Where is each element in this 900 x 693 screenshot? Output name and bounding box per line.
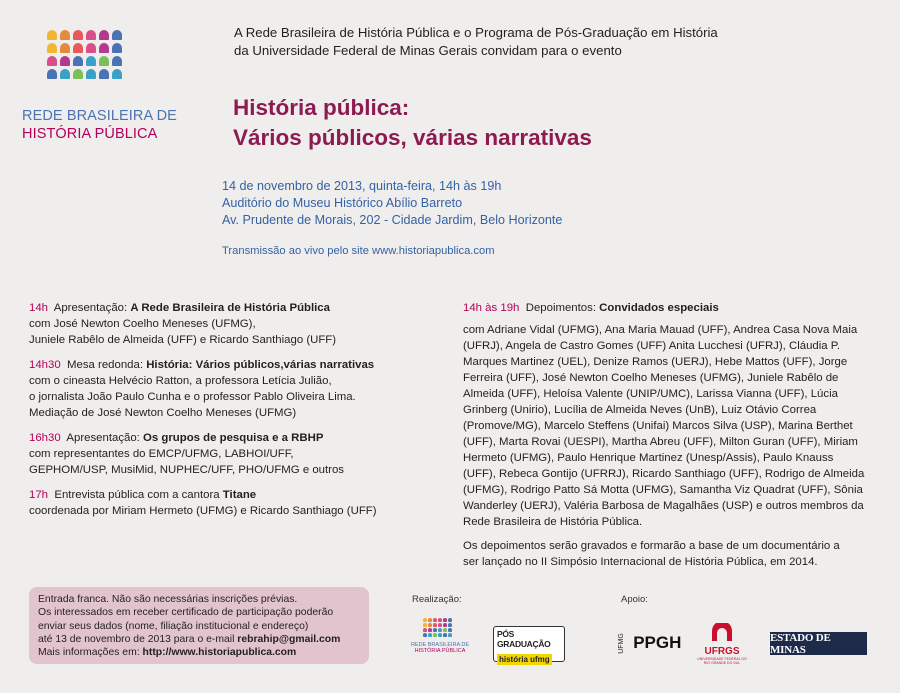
estado-text: ESTADO DE MINAS — [770, 631, 831, 656]
logo-dome-icon — [47, 30, 57, 40]
program-line: com o cineasta Helvécio Ratton, a professora Letícia Julião, — [29, 375, 332, 387]
logo-line-1: REDE BRASILEIRA DE — [22, 108, 177, 124]
logo-dome-icon — [438, 618, 442, 622]
testimonies-title: Convidados especiais — [599, 302, 719, 314]
testimonies-label: Depoimentos: — [525, 302, 596, 314]
invitation-intro — [234, 24, 794, 60]
logo-dome-icon — [99, 69, 109, 79]
program-item — [29, 430, 424, 478]
rbhp-logo-text — [22, 107, 177, 143]
live-stream-link[interactable]: Transmissão ao vivo pelo site www.historiapublica.com — [222, 245, 495, 257]
ppgh-logo — [617, 628, 682, 658]
logo-dome-icon — [423, 623, 427, 627]
contact-email-link[interactable]: rebrahip@gmail.com — [237, 633, 341, 645]
logo-dome-icon — [47, 69, 57, 79]
testimony-line: com Adriane Vidal (UFMG), Ana Maria Mauad (UFF), Andrea Casa Nova Maia — [463, 324, 858, 336]
program-time: 14h — [29, 302, 49, 314]
program-title: Titane — [222, 489, 257, 501]
logo-dome-icon — [47, 56, 57, 66]
testimony-line: (Promove/MG), Marcelo Steffens (Unifai) Marcos Silva (USP), Marina Berthet — [463, 420, 853, 432]
logo-dome-icon — [112, 43, 122, 53]
logo-dome-icon — [99, 43, 109, 53]
program-line: com representantes do EMCP/UFMG, LABHOI/UFF, — [29, 448, 294, 460]
logo-dome-icon — [112, 69, 122, 79]
logo-dome-icon — [60, 69, 70, 79]
rbhp-logo-mark — [47, 30, 127, 82]
testimony-line: ser lançado no II Simpósio Internacional de História Pública, em 2014. — [463, 556, 818, 568]
program-line: Mediação de José Newton Coelho Meneses (UFMG) — [29, 407, 297, 419]
program-item — [29, 300, 424, 348]
info-line: enviar seus dados (nome, filiação institucional e endereço) — [38, 620, 309, 632]
event-date: 14 de novembro de 2013, quinta-feira, 14h às 19h — [222, 179, 502, 193]
logo-dome-icon — [433, 628, 437, 632]
testimonies-note — [463, 538, 873, 570]
title-line-1: História pública: — [233, 95, 410, 120]
ppgh-text: PPGH — [633, 633, 682, 652]
logo-dome-icon — [423, 618, 427, 622]
event-details — [222, 178, 562, 229]
testimony-line: (UFRJ), Angela de Castro Gomes (UFF) Anita Lucchesi (UFRJ), Cláudia P. — [463, 340, 841, 352]
program-item — [29, 357, 424, 421]
testimonies-time: 14h às 19h — [463, 302, 520, 314]
testimony-line: Wanderley (UERJ), Valéria Barbosa de Magalhães (USP) e outros membros da — [463, 500, 864, 512]
program-label: Apresentação: — [66, 432, 140, 444]
info-box — [29, 587, 369, 664]
logo-dome-icon — [443, 623, 447, 627]
logo-dome-icon — [73, 30, 83, 40]
logo-dome-icon — [448, 628, 452, 632]
program-title: História: Vários públicos,várias narrativas — [146, 359, 375, 371]
logo-dome-icon — [47, 43, 57, 53]
testimonies-column — [463, 300, 873, 570]
logo-dome-icon — [438, 633, 442, 637]
logo-dome-icon — [443, 628, 447, 632]
rbhp-small-logo-line2: HISTÓRIA PÚBLICA — [414, 648, 466, 654]
program-label: Entrevista pública com a cantora — [54, 489, 220, 501]
logo-dome-icon — [73, 56, 83, 66]
info-line: Entrada franca. Não são necessárias inscrições prévias. — [38, 594, 298, 605]
logo-dome-icon — [73, 69, 83, 79]
website-link[interactable]: http://www.historiapublica.com — [142, 647, 297, 659]
realizacao-label: Realização: — [412, 594, 462, 605]
logo-dome-icon — [438, 628, 442, 632]
intro-line-2: da Universidade Federal de Minas Gerais convidam para o evento — [234, 43, 622, 58]
posgrad-line2: história ufmg — [499, 655, 550, 664]
posgraduacao-logo — [493, 626, 565, 662]
program-line: com José Newton Coelho Meneses (UFMG), — [29, 318, 256, 330]
logo-dome-icon — [60, 56, 70, 66]
logo-dome-icon — [99, 30, 109, 40]
logo-dome-icon — [433, 623, 437, 627]
logo-dome-icon — [86, 69, 96, 79]
testimony-line: Hermeto (UFMG), Paulo Henrique Martinez (Unesp/Assis), Paulo Knauss — [463, 452, 834, 464]
logo-dome-icon — [428, 618, 432, 622]
logo-dome-icon — [86, 30, 96, 40]
rbhp-small-logo — [410, 618, 470, 668]
title-line-2: Vários públicos, várias narrativas — [233, 125, 592, 150]
rbhp-small-logo-mark — [423, 618, 457, 638]
info-line: Mais informações em: — [38, 647, 143, 659]
testimony-line: Almeida (UFF), Heloísa Valente (UNIP/UMC), Larissa Vianna (UFF), Lúcia — [463, 388, 838, 400]
ufrgs-emblem-icon — [709, 623, 735, 641]
logo-dome-icon — [438, 623, 442, 627]
logo-dome-icon — [73, 43, 83, 53]
info-line: até 13 de novembro de 2013 para o e-mail — [38, 633, 238, 645]
logo-dome-icon — [443, 618, 447, 622]
posgrad-line1: PÓS GRADUAÇÃO — [497, 629, 551, 649]
rbhp-small-logo-line1: REDE BRASILEIRA DE — [410, 642, 470, 648]
event-address: Av. Prudente de Morais, 202 - Cidade Jardim, Belo Horizonte — [222, 213, 563, 227]
logo-dome-icon — [448, 623, 452, 627]
testimony-line: Marques Martinez (UEL), Denize Ramos (UERJ), Hebe Mattos (UFF), Jorge — [463, 356, 848, 368]
logo-dome-icon — [428, 623, 432, 627]
logo-dome-icon — [86, 56, 96, 66]
logo-dome-icon — [86, 43, 96, 53]
logo-dome-icon — [423, 628, 427, 632]
logo-dome-icon — [423, 633, 427, 637]
testimony-line: Ferreira (UFF), José Newton Coelho Meneses (UFMG), Juniele Rabêlo de — [463, 372, 839, 384]
logo-dome-icon — [112, 56, 122, 66]
ufrgs-text: UFRGS — [704, 646, 740, 657]
testimonies-list — [463, 322, 873, 530]
logo-dome-icon — [99, 56, 109, 66]
info-line: Os interessados em receber certificado de participação poderão — [38, 607, 334, 619]
testimony-line: (UFF), Marta Rovai (UESPI), Martha Abreu (UFF), Milton Guran (UFF), Miriam — [463, 436, 858, 448]
program-label: Mesa redonda: — [67, 359, 144, 371]
logo-dome-icon — [433, 618, 437, 622]
program-column — [29, 300, 424, 528]
intro-line-1: A Rede Brasileira de História Pública e o Programa de Pós-Graduação em História — [234, 25, 718, 40]
program-time: 14h30 — [29, 359, 61, 371]
event-venue: Auditório do Museu Histórico Abílio Barreto — [222, 196, 463, 210]
logo-dome-icon — [112, 30, 122, 40]
program-line: coordenada por Miriam Hermeto (UFMG) e Ricardo Santhiago (UFF) — [29, 505, 377, 517]
logo-dome-icon — [60, 43, 70, 53]
logo-dome-icon — [448, 618, 452, 622]
logo-dome-icon — [443, 633, 447, 637]
event-title — [233, 93, 592, 153]
testimony-line: Os depoimentos serão gravados e formarão a base de um documentário a — [463, 540, 840, 552]
ufrgs-logo — [697, 623, 747, 667]
program-title: Os grupos de pesquisa e a RBHP — [143, 432, 324, 444]
program-time: 16h30 — [29, 432, 61, 444]
program-item — [29, 487, 424, 519]
estado-de-minas-logo — [770, 632, 867, 655]
testimony-line: (UFF), Rebeca Gontijo (UFRRJ), Ricardo Santhiago (UFF), Rodrigo de Almeida — [463, 468, 865, 480]
ufrgs-subtitle: UNIVERSIDADE FEDERAL DO RIO GRANDE DO SUL — [697, 657, 747, 665]
logo-dome-icon — [428, 633, 432, 637]
testimony-line: (UFMG), Rodrigo Patto Sá Motta (UFMG), Samantha Viz Quadrat (UFF), Sônia — [463, 484, 863, 496]
logo-line-2: HISTÓRIA PÚBLICA — [22, 126, 158, 142]
program-line: Juniele Rabêlo de Almeida (UFF) e Ricardo Santhiago (UFF) — [29, 334, 337, 346]
testimony-line: Grinberg (Unirio), Lucília de Almeida Neves (UnB), Luiz Otávio Correa — [463, 404, 817, 416]
testimony-line: Rede Brasileira de História Pública. — [463, 516, 643, 528]
program-time: 17h — [29, 489, 49, 501]
logo-dome-icon — [60, 30, 70, 40]
apoio-label: Apoio: — [621, 594, 648, 605]
logo-dome-icon — [448, 633, 452, 637]
program-line: o jornalista João Paulo Cunha e o professor Pablo Oliveira Lima. — [29, 391, 356, 403]
logo-dome-icon — [428, 628, 432, 632]
logo-dome-icon — [433, 633, 437, 637]
program-title: A Rede Brasileira de História Pública — [130, 302, 330, 314]
program-label: Apresentação: — [53, 302, 128, 314]
program-line: GEPHOM/USP, MusiMid, NUPHEC/UFF, PHO/UFMG e outros — [29, 464, 344, 476]
ppgh-mark-icon: UFMG — [617, 632, 625, 654]
